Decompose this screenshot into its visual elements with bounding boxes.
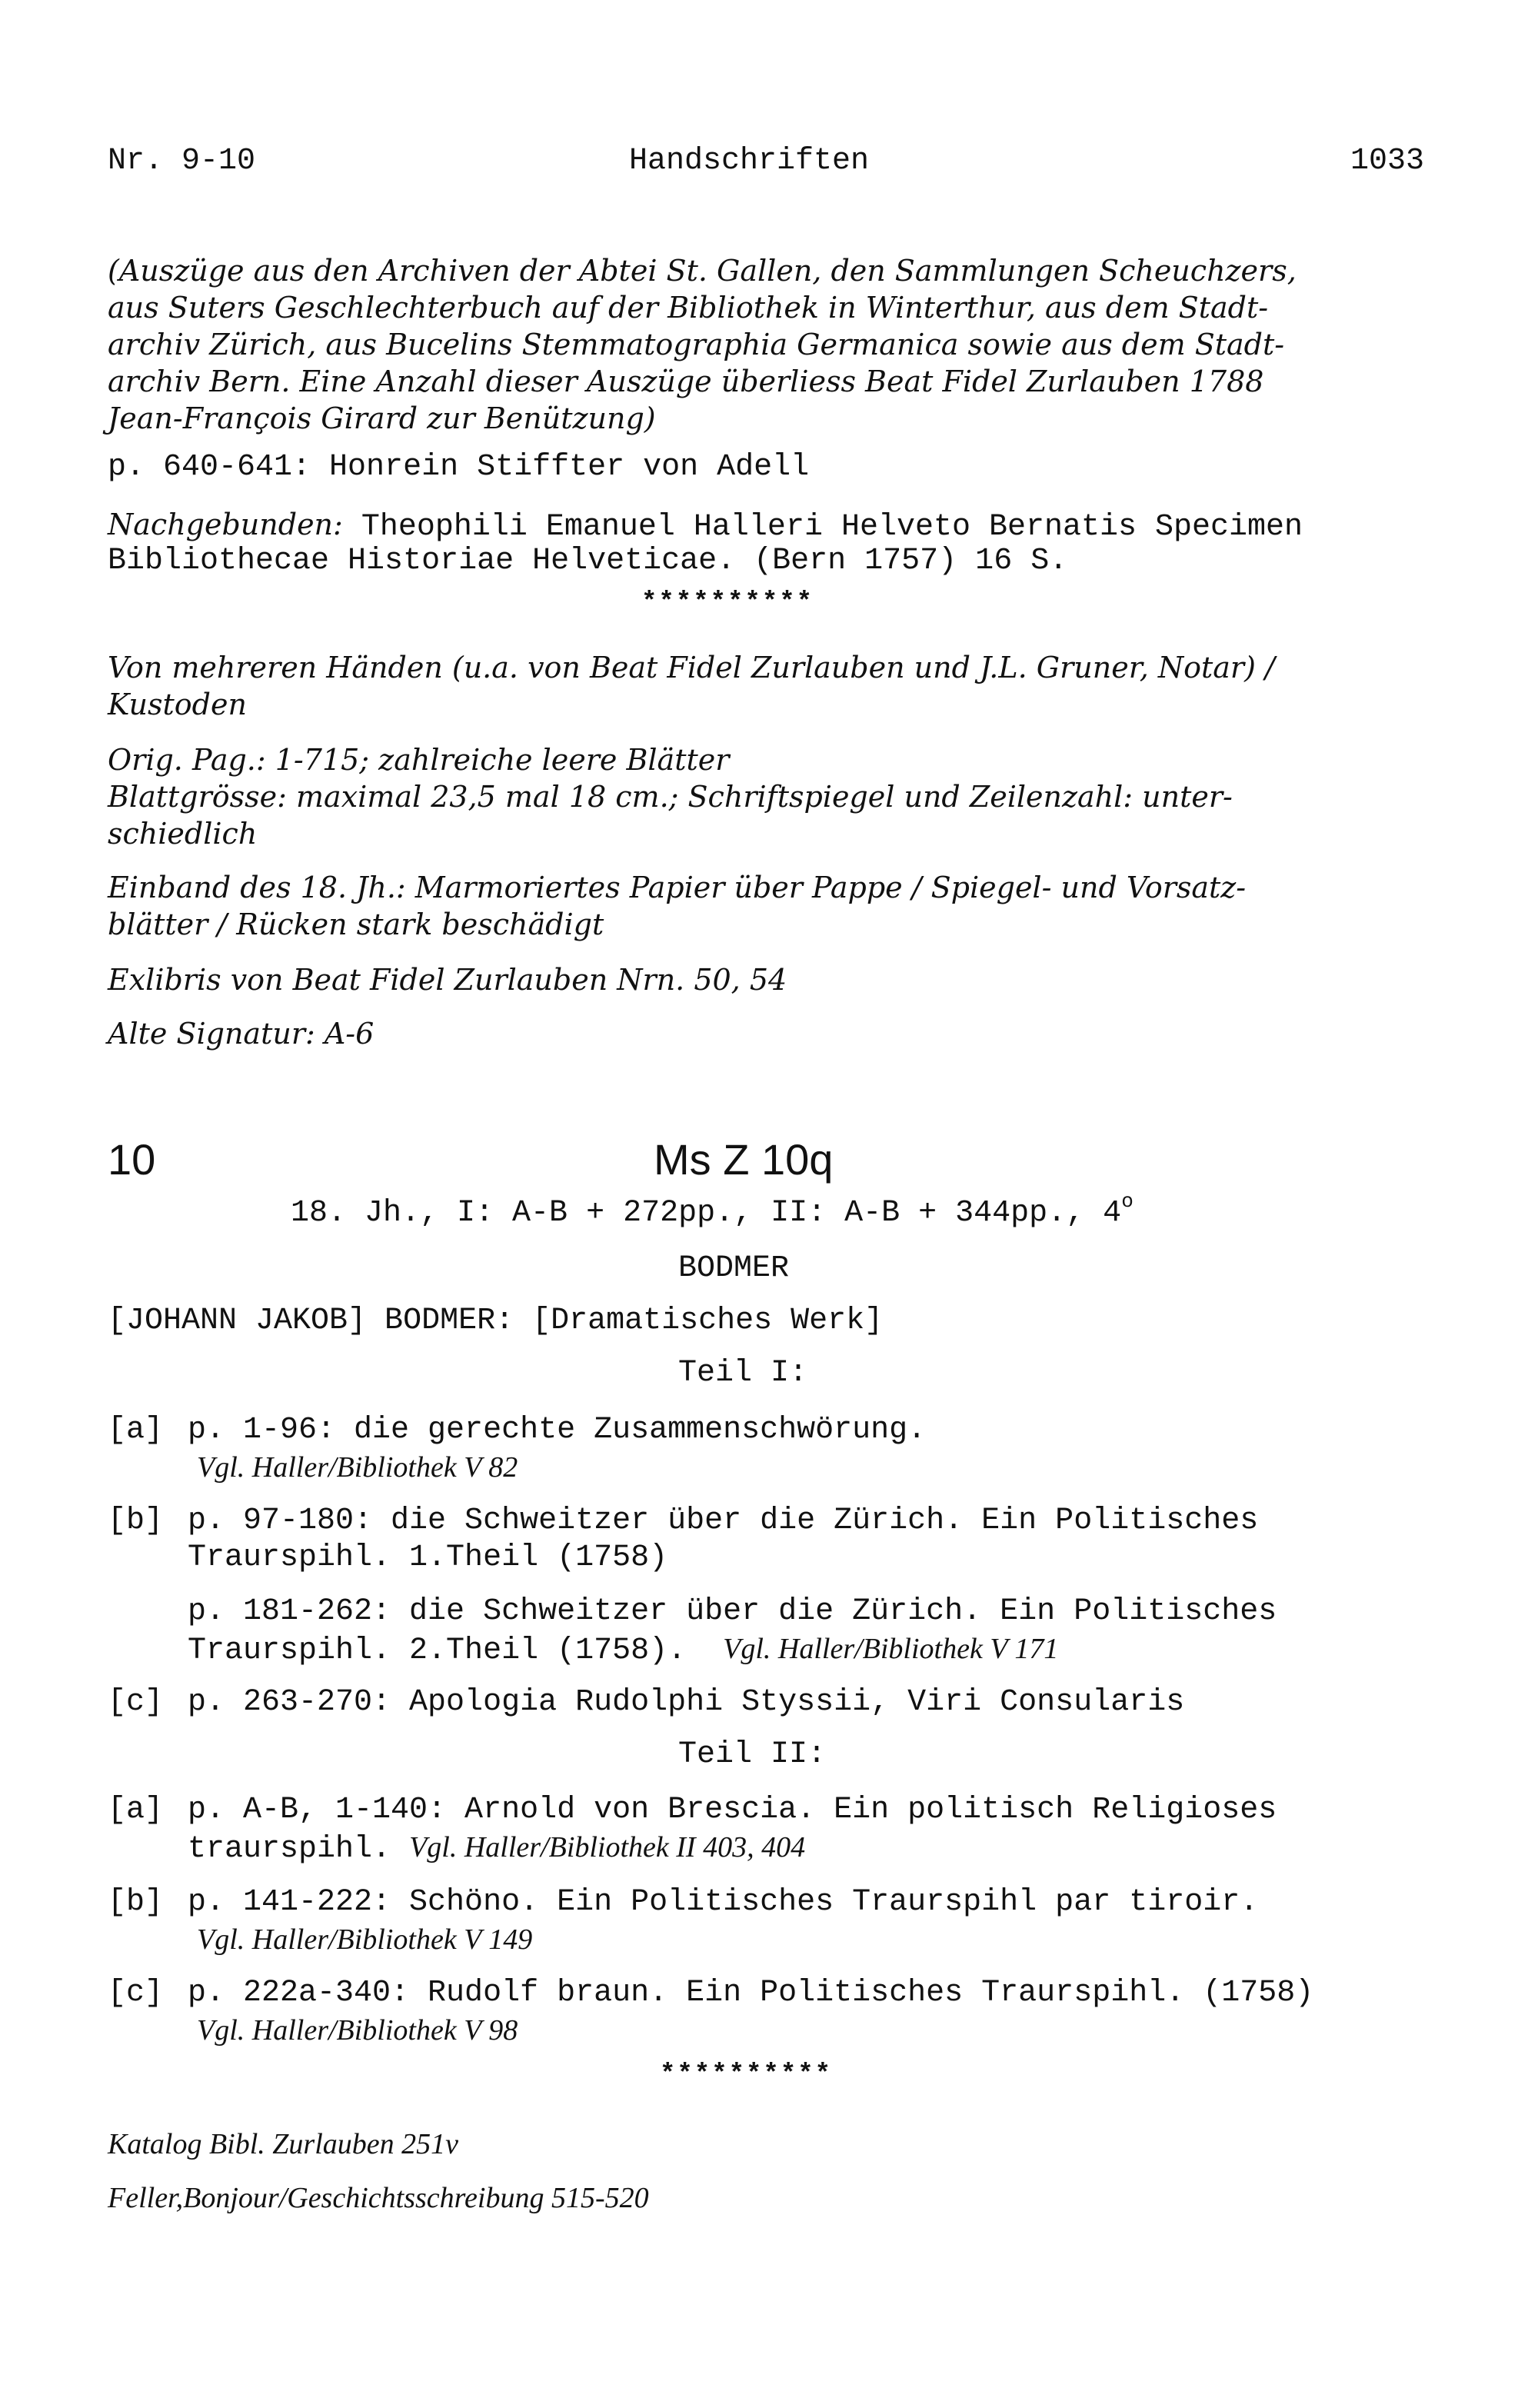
binding-line: Einband des 18. Jh.: Marmoriertes Papier über Pappe / Spiegel- und Vorsatz-: [108, 871, 1247, 904]
binding-line: blätter / Rücken stark beschädigt: [108, 908, 604, 941]
excerpt-line: aus Suters Geschlechterbuch auf der Bibliothek in Winterthur, aus dem Stadt-: [108, 291, 1269, 325]
item-label: [b]: [108, 1504, 164, 1538]
header-page-number: 1033: [1350, 144, 1425, 178]
item-text: p. A-B, 1-140: Arnold von Brescia. Ein politisch Religioses: [188, 1793, 1277, 1827]
page-reference: p. 640-641: Honrein Stiffter von Adell: [108, 450, 810, 485]
bound-with-line: [108, 506, 1303, 546]
item-text-cont: [188, 1630, 1058, 1670]
literature-reference: Feller,Bonjour/Geschichtsschreibung 515-520: [108, 2182, 649, 2214]
pagination-line: Orig. Pag.: 1-715; zahlreiche leere Blätter: [108, 743, 730, 777]
item-text: p. 181-262: die Schweitzer über die Zürich. Ein Politisches: [188, 1594, 1277, 1629]
item-label: [c]: [108, 1976, 164, 2010]
old-signature-line: Alte Signatur: A-6: [108, 1017, 375, 1051]
section-separator: **********: [660, 2060, 833, 2090]
item-label: [c]: [108, 1685, 164, 1720]
item-text: p. 222a-340: Rudolf braun. Ein Politisches Traurspihl. (1758): [188, 1976, 1314, 2010]
hands-line: Von mehreren Händen (u.a. von Beat Fidel Zurlauben und J.L. Gruner, Notar) /: [108, 651, 1275, 684]
dimensions-line: Blattgrösse: maximal 23,5 mal 18 cm.; Schriftspiegel und Zeilenzahl: unter-: [108, 780, 1233, 814]
item-reference: Vgl. Haller/Bibliothek V 171: [723, 1633, 1059, 1665]
hands-line: Kustoden: [108, 688, 247, 721]
shelfmark: Ms Z 10q: [654, 1135, 834, 1184]
entry-number: 10: [108, 1135, 156, 1184]
exlibris-line: Exlibris von Beat Fidel Zurlauben Nrn. 50, 54: [108, 963, 787, 997]
bound-with-label: Nachgebunden:: [108, 508, 343, 541]
part-heading: Teil I:: [678, 1356, 808, 1391]
bound-with-text-cont: Bibliothecae Historiae Helveticae. (Bern 1757) 16 S.: [108, 544, 1068, 578]
bound-with-text: Theophili Emanuel Halleri Helveto Bernatis Specimen: [342, 510, 1303, 545]
item-reference: Vgl. Haller/Bibliothek V 98: [197, 2014, 518, 2047]
catalog-reference: Katalog Bibl. Zurlauben 251v: [108, 2128, 458, 2160]
author-heading: BODMER: [678, 1251, 790, 1286]
header-entry-range: Nr. 9-10: [108, 144, 256, 178]
work-title: [JOHANN JAKOB] BODMER: [Dramatisches Werk]: [108, 1304, 884, 1338]
item-text: p. 141-222: Schöno. Ein Politisches Traurspihl par tiroir.: [188, 1885, 1259, 1920]
excerpt-line: Jean-François Girard zur Benützung): [108, 401, 656, 435]
item-text-cont: Traurspihl. 1.Theil (1758): [188, 1540, 668, 1575]
excerpt-line: archiv Zürich, aus Bucelins Stemmatographia Germanica sowie aus dem Stadt-: [108, 328, 1285, 361]
format-superscript: o: [1121, 1190, 1134, 1213]
item-reference: Vgl. Haller/Bibliothek V 149: [197, 1923, 533, 1956]
item-reference: Vgl. Haller/Bibliothek V 82: [197, 1451, 518, 1484]
item-text-cont: [188, 1829, 805, 1868]
item-text-cont-main: Traurspihl. 2.Theil (1758).: [188, 1634, 687, 1668]
item-text: p. 97-180: die Schweitzer über die Zürich. Ein Politisches: [188, 1504, 1259, 1538]
item-text: p. 1-96: die gerechte Zusammenschwörung.: [188, 1413, 927, 1447]
excerpt-line: archiv Bern. Eine Anzahl dieser Auszüge überliess Beat Fidel Zurlauben 1788: [108, 365, 1264, 398]
item-text: p. 263-270: Apologia Rudolphi Styssii, Viri Consularis: [188, 1685, 1185, 1720]
item-label: [a]: [108, 1793, 164, 1827]
part-heading: Teil II:: [678, 1737, 827, 1772]
item-text-cont-main: traurspihl.: [188, 1832, 391, 1867]
header-section-title: Handschriften: [629, 144, 870, 178]
item-reference: Vgl. Haller/Bibliothek II 403, 404: [409, 1831, 806, 1863]
item-label: [b]: [108, 1885, 164, 1920]
item-label: [a]: [108, 1413, 164, 1447]
dimensions-line: schiedlich: [108, 817, 258, 851]
section-separator: **********: [641, 588, 814, 618]
date-extent-text: 18. Jh., I: A-B + 272pp., II: A-B + 344pp., 4: [291, 1196, 1122, 1231]
date-extent-line: [291, 1190, 1134, 1232]
excerpt-line: (Auszüge aus den Archiven der Abtei St. Gallen, den Sammlungen Scheuchzers,: [108, 254, 1297, 288]
